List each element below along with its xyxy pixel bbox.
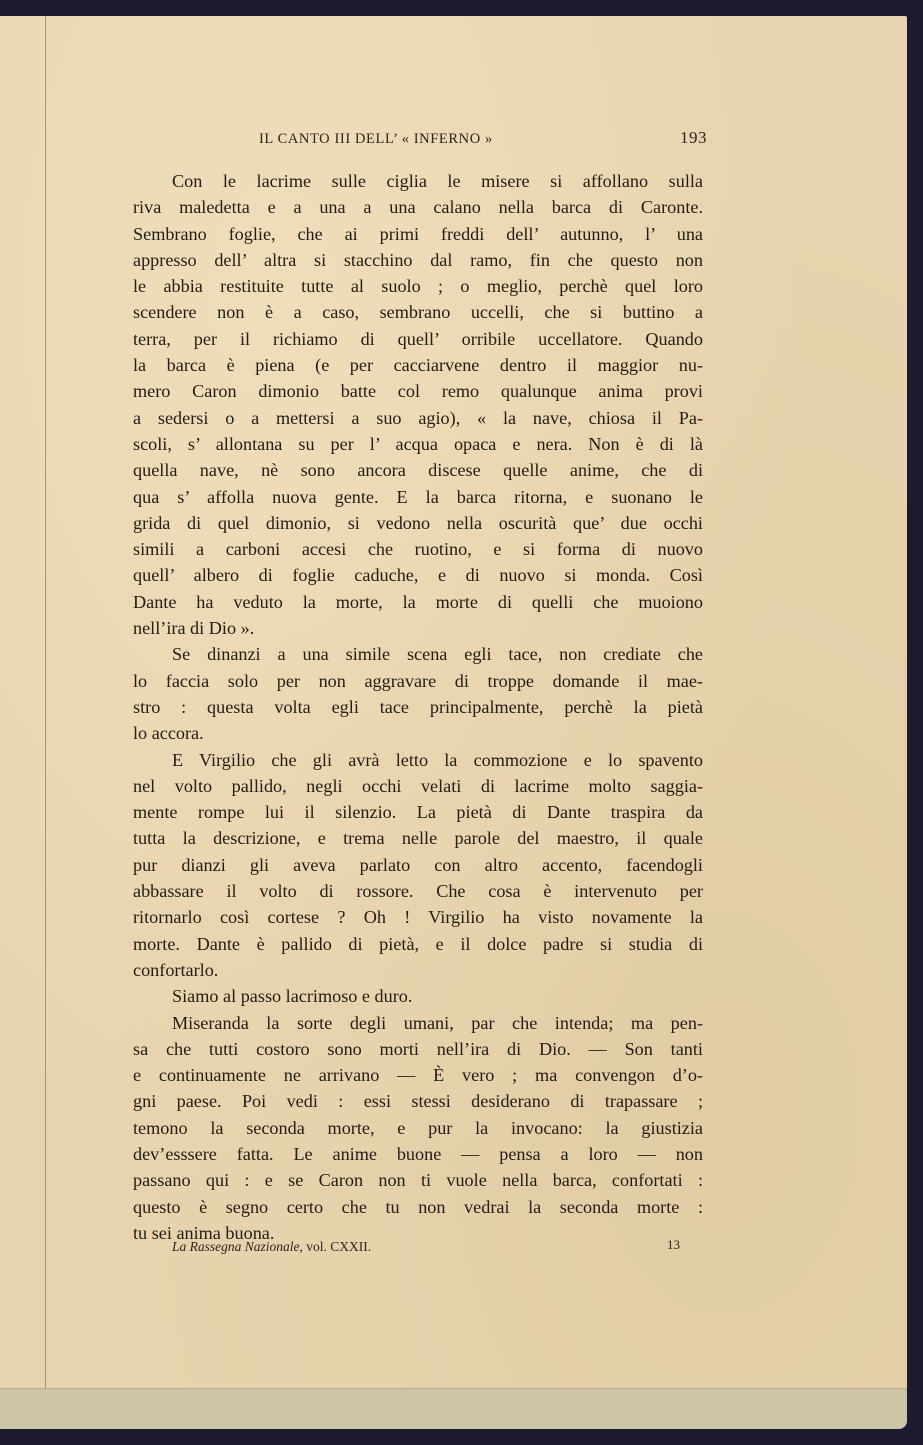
text-line: morte. Dante è pallido di pietà, e il dolce padre si studia di: [133, 933, 703, 954]
text-line: E Virgilio che gli avrà letto la commozione e lo spavento: [172, 749, 703, 770]
text-line: gni paese. Poi vedi : essi stessi desiderano di trapassare ;: [133, 1091, 703, 1112]
text-line: nell’ira di Dio ».: [133, 618, 255, 639]
signature-mark: 13: [667, 1237, 680, 1252]
text-line: appresso dell’ altra si stacchino dal ramo, fin che questo non: [133, 249, 703, 270]
page-number: 193: [680, 128, 707, 147]
text-line: grida di quel dimonio, si vedono nella oscurità que’ due occhi: [133, 512, 703, 533]
paragraph: [133, 641, 703, 746]
page-crease: [45, 16, 46, 1388]
journal-citation: [172, 1239, 371, 1255]
paragraph: [133, 168, 703, 641]
text-line: Sembrano foglie, che ai primi freddi dell’ autunno, l’ una: [133, 223, 703, 244]
paragraph: [133, 983, 703, 1009]
text-line: tutta la descrizione, e trema nelle parole del maestro, il quale: [133, 828, 703, 849]
paragraph: [133, 1010, 703, 1247]
text-line: stro : questa volta egli tace principalmente, perchè la pietà: [133, 696, 703, 717]
text-line: Se dinanzi a una simile scena egli tace, non crediate che: [172, 644, 703, 665]
text-line: ritornarlo così cortese ? Oh ! Virgilio ha visto novamente la: [133, 907, 703, 928]
text-line: a sedersi o a mettersi a suo agio), « la nave, chiosa il Pa-: [133, 407, 703, 428]
paragraph: [133, 747, 703, 984]
text-line: la barca è piena (e per cacciarvene dentro il maggior nu-: [133, 355, 703, 376]
text-line: tu sei anima buona.: [133, 1222, 275, 1243]
text-line: mente rompe lui il silenzio. La pietà di Dante traspira da: [133, 802, 703, 823]
text-line: lo accora.: [133, 723, 204, 744]
text-line: passano qui : e se Caron non ti vuole nella barca, confortati :: [133, 1170, 703, 1191]
text-line: simili a carboni accesi che ruotino, e si forma di nuovo: [133, 539, 703, 560]
text-line: Con le lacrime sulle ciglia le misere si affollano sulla: [172, 171, 703, 191]
text-line: Siamo al passo lacrimoso e duro.: [172, 986, 413, 1007]
text-line: abbassare il volto di rossore. Che cosa è intervenuto per: [133, 881, 703, 902]
text-line: nel volto pallido, negli occhi velati di lacrime molto saggia-: [133, 775, 703, 796]
text-line: confortarlo.: [133, 959, 219, 980]
running-title: IL CANTO III DELL’ « INFERNO »: [259, 131, 493, 147]
text-line: qua s’ affolla nuova gente. E la barca ritorna, e suonano le: [133, 486, 703, 507]
text-line: e continuamente ne arrivano — È vero ; ma convengon d’o-: [133, 1065, 703, 1086]
text-line: lo faccia solo per non aggravare di troppe domande il mae-: [133, 670, 703, 691]
body-text: [133, 168, 703, 1246]
text-line: sa che tutti costoro sono morti nell’ira di Dio. — Son tanti: [133, 1038, 703, 1059]
journal-volume: , vol. CXXII.: [299, 1239, 372, 1254]
text-line: temono la seconda morte, e pur la invocano: la giustizia: [133, 1117, 703, 1138]
page-bottom-edge: [0, 1388, 907, 1429]
text-line: Miseranda la sorte degli umani, par che intenda; ma pen-: [172, 1012, 703, 1033]
text-line: pur dianzi gli aveva parlato con altro accento, facendogli: [133, 854, 703, 875]
text-line: quella nave, nè sono ancora discese quelle anime, che di: [133, 460, 703, 481]
text-line: mero Caron dimonio batte col remo qualunque anima provi: [133, 381, 703, 402]
text-line: riva maledetta e a una a una calano nella barca di Caronte.: [133, 197, 703, 218]
text-line: Dante ha veduto la morte, la morte di quelli che muoiono: [133, 591, 703, 612]
text-line: terra, per il richiamo di quell’ orribile uccellatore. Quando: [133, 328, 703, 349]
text-line: questo è segno certo che tu non vedrai la seconda morte :: [133, 1196, 703, 1217]
journal-title: La Rassegna Nazionale: [172, 1239, 300, 1254]
text-line: dev’esssere fatta. Le anime buone — pensa a loro — non: [133, 1143, 703, 1164]
text-line: scendere non è a caso, sembrano uccelli, che si buttino a: [133, 302, 703, 323]
text-line: scoli, s’ allontana su per l’ acqua opaca e nera. Non è di là: [133, 433, 703, 454]
text-line: quell’ albero di foglie caduche, e di nuovo si monda. Così: [133, 565, 703, 586]
text-line: le abbia restituite tutte al suolo ; o meglio, perchè quel loro: [133, 276, 703, 297]
